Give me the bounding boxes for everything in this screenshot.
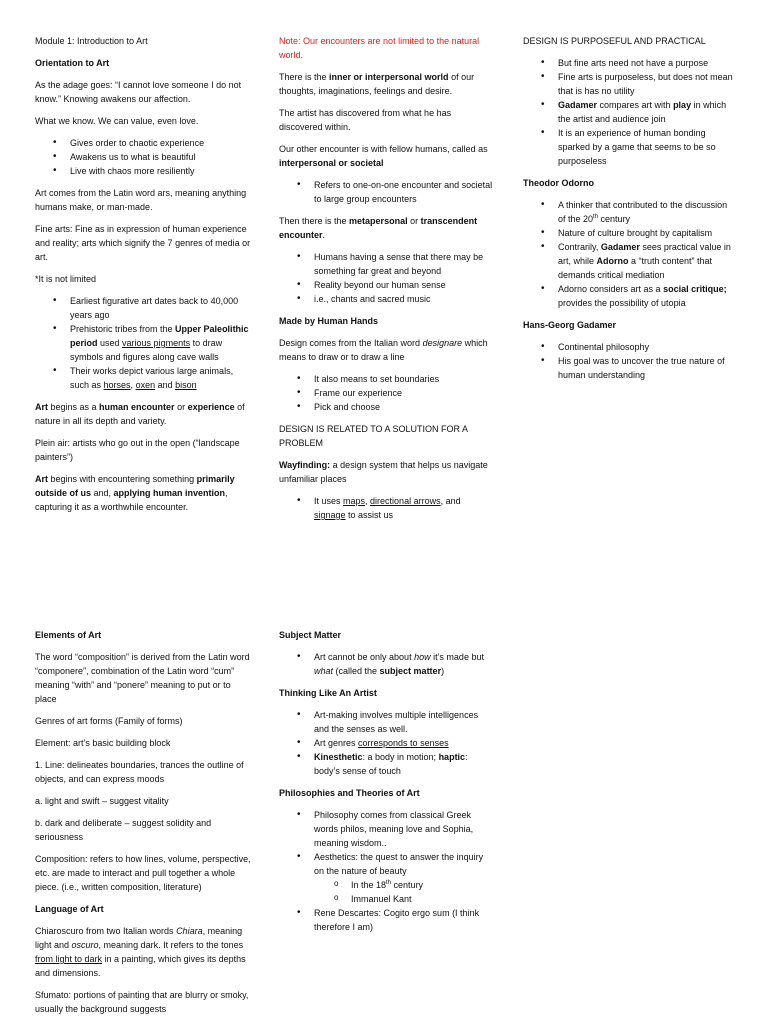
list-item: • Rene Descartes: Cogito ergo sum (I think therefore I am)	[314, 906, 493, 934]
design-purposeful-heading: DESIGN IS PURPOSEFUL AND PRACTICAL	[523, 36, 706, 46]
list-item: • Philosophy comes from classical Greek words philos, meaning love and Sophia, meaning wisdom..	[314, 808, 493, 850]
list-item: o Immanuel Kant	[351, 892, 493, 906]
p2-column-1	[35, 628, 251, 1024]
list-item: • Adorno considers art as a social critique; provides the possibility of utopia	[558, 282, 735, 310]
p1-column-3	[523, 34, 735, 390]
artist-discovered-paragraph: The artist has discovered from what he has discovered within.	[279, 108, 452, 132]
subject-bullet-list	[279, 650, 493, 678]
composition-word-paragraph: The word “composition” is derived from the Latin word “componere”, combination of the Latin word “cum” meaning “with” and “ponere” meaning to put or to place	[35, 652, 250, 704]
not-limited-note: *It is not limited	[35, 274, 97, 284]
list-item: o In the 18th century	[351, 878, 493, 892]
list-item: • Refers to one-on-one encounter and societal to large group encounters	[314, 178, 493, 206]
list-item: • Gadamer compares art with play in which the artist and audience join	[558, 98, 735, 126]
metapersonal-bullet-list	[279, 250, 493, 306]
prehistory-bullet-list	[35, 294, 251, 392]
list-item: • It uses maps, directional arrows, and signage to assist us	[314, 494, 493, 522]
wayfinding-paragraph: Wayfinding: a design system that helps us navigate unfamiliar places	[279, 460, 488, 484]
design-bullet-list	[279, 372, 493, 414]
composition-def-paragraph: Composition: refers to how lines, volume, perspective, etc. are made to interact and pull together a whole piece. (i.e., written composition, literature)	[35, 854, 251, 892]
list-item: • Prehistoric tribes from the Upper Paleolithic period used various pigments to draw symbols and figures along cave walls	[70, 322, 251, 364]
p1-column-1	[35, 34, 251, 522]
list-item: • Their works depict various large animals, such as horses, oxen and bison	[70, 364, 251, 392]
other-encounter-paragraph: Our other encounter is with fellow humans, called as interpersonal or societal	[279, 144, 488, 168]
language-heading: Language of Art	[35, 904, 104, 914]
element-def-paragraph: Element: art’s basic building block	[35, 738, 171, 748]
note-paragraph: Note: Our encounters are not limited to the natural world.	[279, 36, 480, 60]
list-item: • Humans having a sense that there may be something far great and beyond	[314, 250, 493, 278]
plein-air-paragraph: Plein air: artists who go out in the open (“landscape painters”)	[35, 438, 240, 462]
art-encounter-paragraph: Art begins as a human encounter or experience of nature in all its depth and variety.	[35, 402, 245, 426]
line-a-paragraph: a. light and swift – suggest vitality	[35, 796, 169, 806]
list-item: • Contrarily, Gadamer sees practical value in art, while Adorno a “truth content” that demands critical mediation	[558, 240, 735, 282]
list-item: • Art genres corresponds to senses	[314, 736, 493, 750]
interpersonal-bullet-list	[279, 178, 493, 206]
list-item: • Live with chaos more resiliently	[70, 164, 251, 178]
wayfinding-bullet-list	[279, 494, 493, 522]
line-b-paragraph: b. dark and deliberate – suggest solidity and seriousness	[35, 818, 212, 842]
art-invention-paragraph: Art begins with encountering something primarily outside of us and, applying human invention, capturing it as a worthwhile encounter.	[35, 474, 235, 512]
design-problem-heading: DESIGN IS RELATED TO A SOLUTION FOR A PROBLEM	[279, 424, 468, 448]
list-item: • Art cannot be only about how it’s made but what (called the subject matter)	[314, 650, 493, 678]
philosophies-bullet-list	[279, 808, 493, 934]
design-italian-paragraph: Design comes from the Italian word designare which means to draw or to draw a line	[279, 338, 488, 362]
inner-world-paragraph: There is the inner or interpersonal world of our thoughts, imaginations, feelings and desire.	[279, 72, 475, 96]
list-item: • Fine arts is purposeless, but does not mean that is has no utility	[558, 70, 735, 98]
list-item: • Art-making involves multiple intelligences and the senses as well.	[314, 708, 493, 736]
list-item: • But fine arts need not have a purpose	[558, 56, 735, 70]
list-item: • Nature of culture brought by capitalism	[558, 226, 735, 240]
genres-forms-paragraph: Genres of art forms (Family of forms)	[35, 716, 183, 726]
list-item: • Earliest figurative art dates back to 40,000 years ago	[70, 294, 251, 322]
purpose-bullet-list	[523, 56, 735, 168]
art-latin-paragraph: Art comes from the Latin word ars, meaning anything humans make, or man-made.	[35, 188, 247, 212]
list-item: • Awakens us to what is beautiful	[70, 150, 251, 164]
list-item: • Pick and choose	[314, 400, 493, 414]
module-title: Module 1: Introduction to Art	[35, 36, 148, 46]
chiaroscuro-paragraph: Chiaroscuro from two Italian words Chiara, meaning light and oscuro, meaning dark. It refers to the tones from light to dark in a painting, which gives its depths and dimensions.	[35, 926, 246, 978]
philosophies-heading: Philosophies and Theories of Art	[279, 788, 420, 798]
p1-column-2	[279, 34, 493, 530]
elements-heading: Elements of Art	[35, 630, 102, 640]
odorno-heading: Theodor Odorno	[523, 178, 594, 188]
list-item: • It is an experience of human bonding sparked by a game that seems to be so purposeless	[558, 126, 735, 168]
list-item: • It also means to set boundaries	[314, 372, 493, 386]
list-item: • Gives order to chaotic experience	[70, 136, 251, 150]
list-item: • Kinesthetic: a body in motion; haptic: body’s sense of touch	[314, 750, 493, 778]
sfumato-paragraph: Sfumato: portions of painting that are blurry or smoky, usually the background suggests	[35, 990, 249, 1014]
list-item: • Reality beyond our human sense	[314, 278, 493, 292]
list-item: • Frame our experience	[314, 386, 493, 400]
list-item: • A thinker that contributed to the discussion of the 20th century	[558, 198, 735, 226]
adage-paragraph: As the adage goes: “I cannot love someone I do not know.” Knowing awakens our affection.	[35, 80, 242, 104]
list-item: • i.e., chants and sacred music	[314, 292, 493, 306]
list-item: • His goal was to uncover the true nature of human understanding	[558, 354, 735, 382]
odorno-bullet-list	[523, 198, 735, 310]
gadamer-bullet-list	[523, 340, 735, 382]
gadamer-heading: Hans-Georg Gadamer	[523, 320, 617, 330]
fine-arts-paragraph: Fine arts: Fine as in expression of human experience and reality; arts which signify the 7 genres of media or art.	[35, 224, 251, 262]
aesthetics-sub-list	[314, 878, 493, 906]
list-item: • Continental philosophy	[558, 340, 735, 354]
value-bullet-list	[35, 136, 251, 178]
thinking-bullet-list	[279, 708, 493, 778]
list-item: • Aesthetics: the quest to answer the inquiry on the nature of beauty o In the 18th century o Immanuel Kant	[314, 850, 493, 906]
value-line: What we know. We can value, even love.	[35, 116, 199, 126]
human-hands-heading: Made by Human Hands	[279, 316, 379, 326]
thinking-heading: Thinking Like An Artist	[279, 688, 377, 698]
metapersonal-paragraph: Then there is the metapersonal or transcendent encounter.	[279, 216, 478, 240]
subject-heading: Subject Matter	[279, 630, 342, 640]
line-def-paragraph: 1. Line: delineates boundaries, trances the outline of objects, and can express moods	[35, 760, 244, 784]
p2-column-2	[279, 628, 493, 942]
orientation-heading: Orientation to Art	[35, 58, 110, 68]
